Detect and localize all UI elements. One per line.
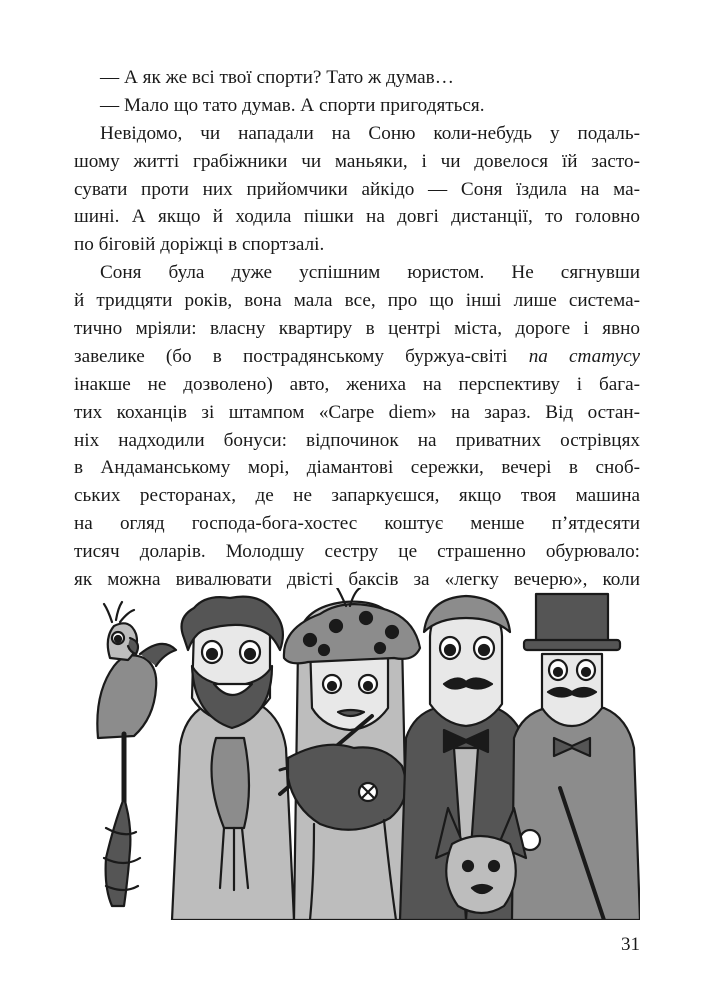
text-line: ських ресторанах, де не запаркуєшся, якщо твоя машина xyxy=(74,485,640,507)
top-hat-man-figure xyxy=(512,594,640,920)
text-line: шому житті грабіжники чи маньяки, і чи довелося їй засто- xyxy=(74,150,640,172)
parrot-figure xyxy=(97,602,176,906)
text-line: сувати проти них прийомчики айкідо — Соня їздила на ма- xyxy=(74,178,640,200)
characters-illustration xyxy=(84,588,640,920)
text-line: — А як же всі твої спорти? Тато ж думав… xyxy=(100,67,454,88)
text-line: — Мало що тато думав. А спорти пригодяться. xyxy=(100,94,485,116)
text-segment: завелике (бо в пострадянському буржуа-світі xyxy=(74,345,508,367)
text-line: ніх надходили бонуси: відпочинок на приватних острівцях xyxy=(74,429,640,451)
page-number: 31 xyxy=(621,934,640,955)
italic-phrase: па статусу xyxy=(528,345,641,367)
text-line: шині. А якщо й ходила пішки на довгі дистанції, то головно xyxy=(74,206,640,228)
text-line: тично мріяли: власну квартиру в центрі міста, дороге і явно xyxy=(74,318,640,340)
text-line xyxy=(74,343,640,371)
text-line: в Андаманському морі, діамантові сережки, вечері в сноб- xyxy=(74,457,640,479)
text-line: й тридцяти років, вона мала все, про що інші лише система- xyxy=(74,290,640,312)
text-line: тих коханців зі штампом «Carpe diem» на зараз. Від остан- xyxy=(74,401,640,423)
text-line: по біговій доріжці в спортзалі. xyxy=(74,234,325,256)
text-line: Невідомо, чи нападали на Соню коли-небудь у подаль- xyxy=(100,122,640,144)
text-line: як можна вивалювати двісті баксів за «легку вечерю», коли xyxy=(74,569,640,591)
text-line: тисяч доларів. Молодшу сестру це страшенно обурювало: xyxy=(74,541,640,563)
text-line: Соня була дуже успішним юристом. Не сягнувши xyxy=(100,262,640,284)
text-line: інакше не дозволено) авто, жениха на перспективу і бага- xyxy=(74,373,640,395)
body-text xyxy=(74,64,640,594)
text-line: на огляд господа-бога-хостес коштує менше п’ятдесяти xyxy=(74,513,640,535)
lady-in-fur-figure xyxy=(280,588,420,920)
